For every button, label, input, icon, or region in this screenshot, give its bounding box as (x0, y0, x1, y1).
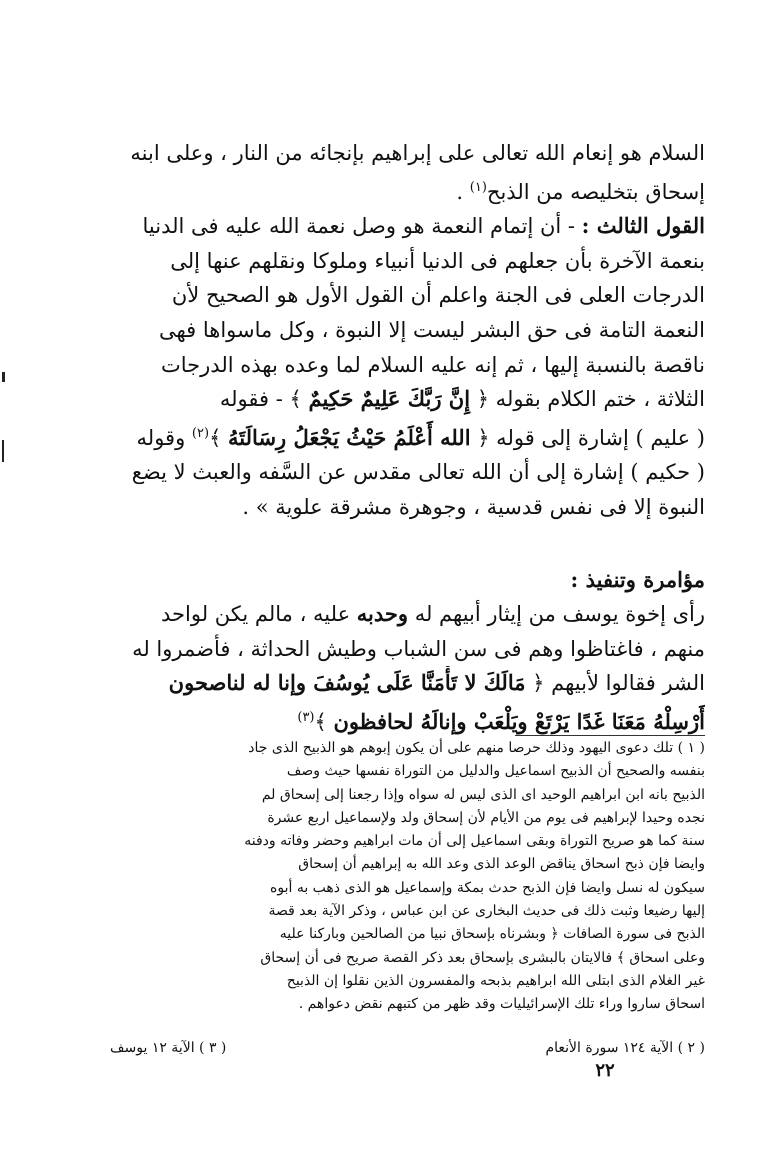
text-line: السلام هو إنعام الله تعالى على إبراهيم بإنجائه من النار ، وعلى ابنه (130, 141, 705, 165)
text-line: إسحاق بتخليصه من الذبح$^{(١)}$ . (456, 179, 705, 204)
quran-quote: أَرْسِلْهُ مَعَنَا غَدًا يَرْتَعْ ويَلْعَبْ وإنالَهُ لحافظون (333, 708, 705, 734)
text-line: بنعمة الآخرة بأن جعلهم فى الدنيا أنبياء وملوكا ونقلهم عنها إلى (170, 248, 705, 273)
footnote-line: اسحاق ساروا وراء تلك الإسرائيليات وقد ظهر من كتبهم نقض دعواهم . (298, 996, 705, 1013)
text-line: الدرجات العلى فى الجنة واعلم أن القول الأول هو الصحيح لأن (171, 283, 705, 308)
footnote-line: إليها رضيعا وثبت ذلك فى حديث البخارى عن ابن عباس ، وذكر الآية بعد قصة (268, 903, 705, 920)
text-line: رأى إخوة يوسف من إيثار أبيهم له وحدبه عليه ، مالم يكن لواحد (161, 601, 705, 627)
footnote-2: ( ٢ ) الآية ١٢٤ سورة الأنعام (545, 1040, 705, 1056)
text-line: الثلاثة ، ختم الكلام بقوله ﴿ إِنَّ رَبَّكَ عَلِيمٌ حَكِيمٌ ﴾ - فقوله (219, 386, 705, 412)
footnotes (100, 737, 705, 1017)
footnote-marker-2: (٢) (191, 425, 210, 441)
text-line: ناقصة بالنسبة إليها ، ثم إنه عليه السلام لما وعده بهذه الدرجات (161, 352, 705, 377)
footnote-line: بنفسه والصحيح أن الذبيح اسماعيل والدليل من التوراة نفسها حيث وصف (286, 763, 705, 780)
text-line: ( حكيم ) إشارة إلى أن الله تعالى مقدس عن السَّفه والعبث لا يضع (131, 460, 705, 485)
footnote-line: نجده وحيدا لإبراهيم فى يوم من الأيام لأن إسحاق ولد ولإسماعيل اربع عشرة (267, 809, 705, 826)
footnote-line: وايضا فإن ذبح اسحاق يناقض الوعد الذى وعد الله به إبراهيم أن إسحاق (298, 856, 705, 873)
section-paragraph (100, 597, 705, 739)
footnote-line: وعلى اسحاق ﴾ فالايتان بالبشرى بإسحاق بعد ذكر القصة صريح فى أن إسحاق (260, 949, 705, 966)
third-opinion-label: القول الثالث : (581, 213, 705, 239)
quran-quote: الله أَعْلَمُ حَيْثُ يَجْعَلُ رِسَالَتَهُ (228, 424, 471, 450)
scan-artifact (2, 372, 5, 382)
text-line: ( عليم ) إشارة إلى قوله ﴿ الله أَعْلَمُ حَيْثُ يَجْعَلُ رِسَالَتَهُ ﴾$^{(٢)}$ وقوله (136, 424, 705, 450)
text-line: أَرْسِلْهُ مَعَنَا غَدًا يَرْتَعْ ويَلْعَبْ وإنالَهُ لحافظون ﴾$^{(٣)}$ (297, 708, 705, 734)
footnote-3: ( ٣ ) الآية ١٢ يوسف (110, 1040, 227, 1056)
quran-quote: مَالَكَ لا تَأْمَنَّا عَلَى يُوسُفَ وإنا له لناصحون (168, 670, 526, 696)
text-line: منهم ، فاغتاظوا وهم فى سن الشباب وطيش الحداثة ، فأضمروا له (132, 636, 705, 661)
footnote-divider (515, 735, 705, 736)
footnote-line: غير الغلام الذى ابتلى الله ابراهيم بذبحه والمفسرون الذين نقلوا إن الذبيح (286, 972, 705, 989)
footnote-marker-1: (١) (469, 179, 487, 195)
page-number: ٢٢ (595, 1060, 615, 1081)
third-opinion-paragraph (100, 209, 705, 524)
footnote-line: ( ١ ) تلك دعوى اليهود وذلك حرصا منهم على أن يكون إبوهم هو الذبيح الذى جاد (248, 740, 705, 756)
footnote-line: الذبح فى سورة الصافات ﴿ وبشرناه بإسحاق نبيا من الصالحين وباركنا عليه (279, 926, 705, 943)
intro-paragraph (100, 136, 705, 209)
text-line: النعمة التامة فى حق البشر ليست إلا النبوة ، وكل ماسواها فهى (158, 317, 705, 342)
section-heading: مؤامرة وتنفيذ : (570, 566, 705, 592)
main-text (100, 136, 705, 740)
quran-quote: إِنَّ رَبَّكَ عَلِيمٌ حَكِيمٌ (308, 386, 471, 412)
scan-artifact (2, 440, 4, 462)
footnote-marker-3: (٣) (297, 709, 315, 725)
footnote-line: الذبيح بانه ابن ابراهيم الوحيد اى الذى ليس له سواه وإذا رجعنا إلى إسحاق لم (261, 786, 705, 803)
footnote-line: سيكون له نسل وايضا فإن الذبح حدث بمكة وإسماعيل هو الذى ذهب به أبوه (270, 879, 705, 896)
text-line: القول الثالث : - أن إتمام النعمة هو وصل نعمة الله عليه فى الدنيا (142, 213, 705, 239)
text-line: النبوة إلا فى نفس قدسية ، وجوهرة مشرقة علوية » . (242, 494, 705, 519)
text-line: الشر فقالوا لأبيهم ﴿ مَالَكَ لا تَأْمَنَّا عَلَى يُوسُفَ وإنا له لناصحون (168, 670, 705, 696)
footnote-line: سنة كما هو صريح التوراة وبقى اسماعيل إلى أن مات ابراهيم وحضر وفاته ودفنه (244, 833, 705, 850)
